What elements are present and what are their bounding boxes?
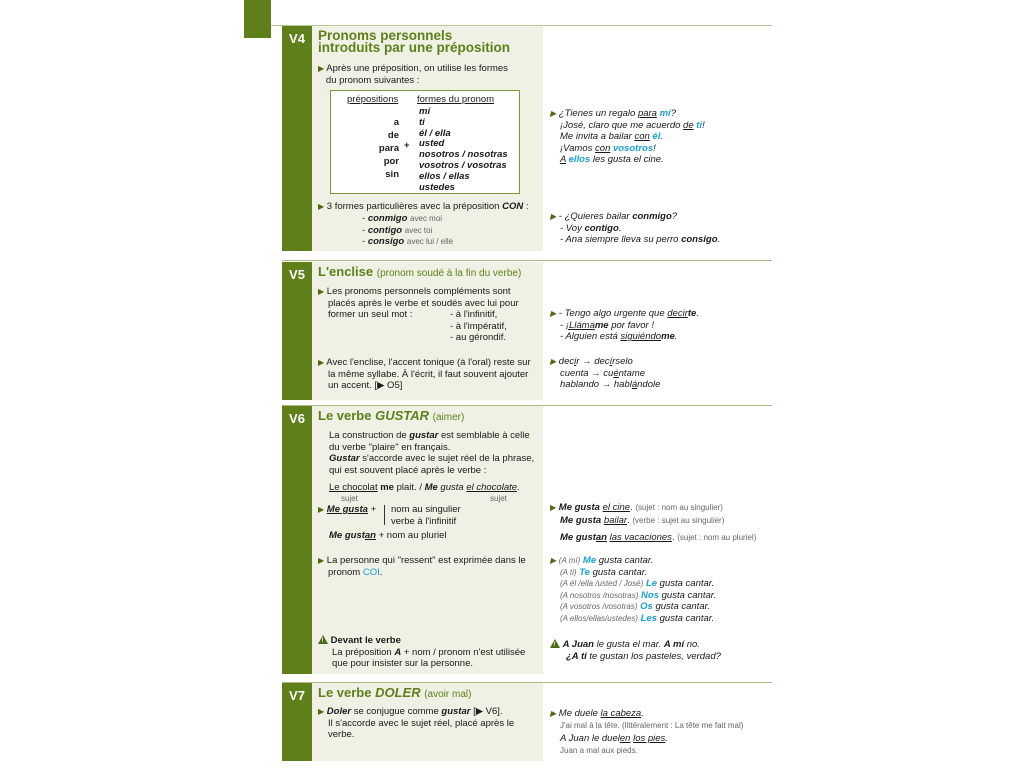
arrow-icon: ▶ [318,64,325,73]
examples-v6-c: ! A Juan le gusta el mar. A mí no. ¿A ti te gustan los pasteles, verdad? [550,638,721,662]
header-tab [244,0,271,38]
examples-v5-b: ▶ decir → decírselo cuenta → cuéntame hablando → hablándole [550,356,661,391]
enclise-rule: ▶ Les pronoms personnels compléments sont placés après le verbe et soudés avec lui pour former un seul mot : [318,286,519,321]
coi-rule: ▶ La personne qui "ressent" est exprimée dans le pronom COI. [318,555,526,578]
warning-block: ! Devant le verbe La préposition A + nom / pronom n'est utilisée que pour insister sur la personne. [318,634,525,670]
warning-icon [318,635,328,644]
section-code: V5 [282,262,312,400]
section-v5 [282,262,772,400]
sujet-label-right: sujet [490,494,507,503]
sujet-label-left: sujet [341,494,358,503]
arrow-icon: ▶ [550,309,557,318]
section-code: V6 [282,406,312,674]
examples-v4-b: ▶ - ¿Quieres bailar conmigo? - Voy contigo. - Ana siempre lleva su perro consigo. [550,211,721,246]
forms-header: formes du pronom [417,94,495,105]
arrow-icon: ▶ [318,707,325,716]
arrow-icon: ▶ [550,556,557,565]
examples-v5-a: ▶ - Tengo algo urgente que decirte. - ¡Llámame por favor ! - Alguien está siguiéndome. [550,308,699,343]
arrow-icon: ▶ [550,212,557,221]
accent-rule: ▶ Avec l'enclise, l'accent tonique (à l'oral) reste sur la même syllabe. À l'écrit, il faut souvent ajouter un accent. [▶ O5] [318,357,531,392]
warning-icon [550,639,560,648]
examples-v6-a: ▶ Me gusta el cine. (sujet : nom au singulier) Me gusta bailar. (verbe : sujet au singulier) Me gustan las vacaciones. (sujet : nom au pluriel) [550,502,757,543]
section-divider [282,260,772,261]
gustar-rule-options: nom au singulier verbe à l'infinitif [391,504,461,527]
gustar-example: Le chocolat me plait. / Me gusta el chocolate. [329,482,520,493]
arrow-icon: ▶ [550,357,557,366]
arrow-icon: ▶ [318,505,325,514]
section-title: Le verbe GUSTAR (aimer) [318,408,465,423]
prep-list: a de para por sin [378,117,399,180]
arrow-icon: ▶ [318,556,325,565]
section-v6 [282,406,772,674]
forms-list: mí ti él / ella usted nosotros / nosotras vosotros / vosotras ellos / ellas ustedes [419,106,508,193]
enclise-cases: - à l'infinitif, - à l'impératif, - au gérondif. [450,309,507,344]
arrow-icon: ▶ [550,109,557,118]
section-v4 [282,26,772,251]
section-title: Pronoms personnels introduits par une préposition [318,28,510,55]
con-intro: ▶ 3 formes particulières avec la préposition CON : [318,201,529,212]
arrow-icon: ▶ [550,503,557,512]
section-v7 [282,683,772,761]
section-code: V7 [282,683,312,761]
arrow-icon: ▶ [550,709,557,718]
doler-rule: ▶ Doler se conjugue comme gustar [▶ V6]. Il s'accorde avec le sujet réel, placé après le verbe. [318,706,515,741]
examples-v6-b: ▶ (A mí) Me gusta cantar. (A ti) Te gusta cantar. (A él /ella /usted / José) Le gusta cantar. (A nosotros /nosotras) Nos gusta cantar. (A vosotros /vosotras) Os gusta cantar. (A ellos/ellas/ustedes) Les gusta cantar. [550,555,717,624]
gustar-intro: La construction de gustar est semblable à celle du verbe "plaire" en français. Gustar s'accorde avec le sujet réel de la phrase, qui est souvent placé après le verbe : [329,430,535,476]
gustar-rule-plural: Me gustan + nom au pluriel [329,530,447,541]
plus-sign: + [404,140,410,151]
section-title: L'enclise (pronom soudé à la fin du verbe) [318,264,522,279]
pronoun-table [330,90,520,194]
gustar-rule-singular: ▶ Me gusta + [318,504,377,515]
section-code: V4 [282,26,312,251]
brace-line [384,505,385,525]
arrow-icon: ▶ [318,358,325,367]
arrow-icon: ▶ [318,287,325,296]
examples-v4-a: ▶ ¿Tienes un regalo para mí? ¡José, claro que me acuerdo de ti! Me invita a bailar con él. ¡Vamos con vosotros! A ellos les gusta el cine. [550,108,705,166]
examples-v7: ▶ Me duele la cabeza. J'ai mal à la tête. (littéralement : La tête me fait mal) A Juan le duelen los pies. Juan a mal aux pieds. [550,708,744,755]
con-list: - conmigo avec moi - contigo avec toi - consigo avec lui / elle [362,213,454,248]
arrow-icon: ▶ [318,202,325,211]
prep-header: prépositions [347,94,399,105]
intro-text: ▶ Après une préposition, on utilise les formes du pronom suivantes : [318,63,508,86]
section-title: Le verbe DOLER (avoir mal) [318,685,472,700]
